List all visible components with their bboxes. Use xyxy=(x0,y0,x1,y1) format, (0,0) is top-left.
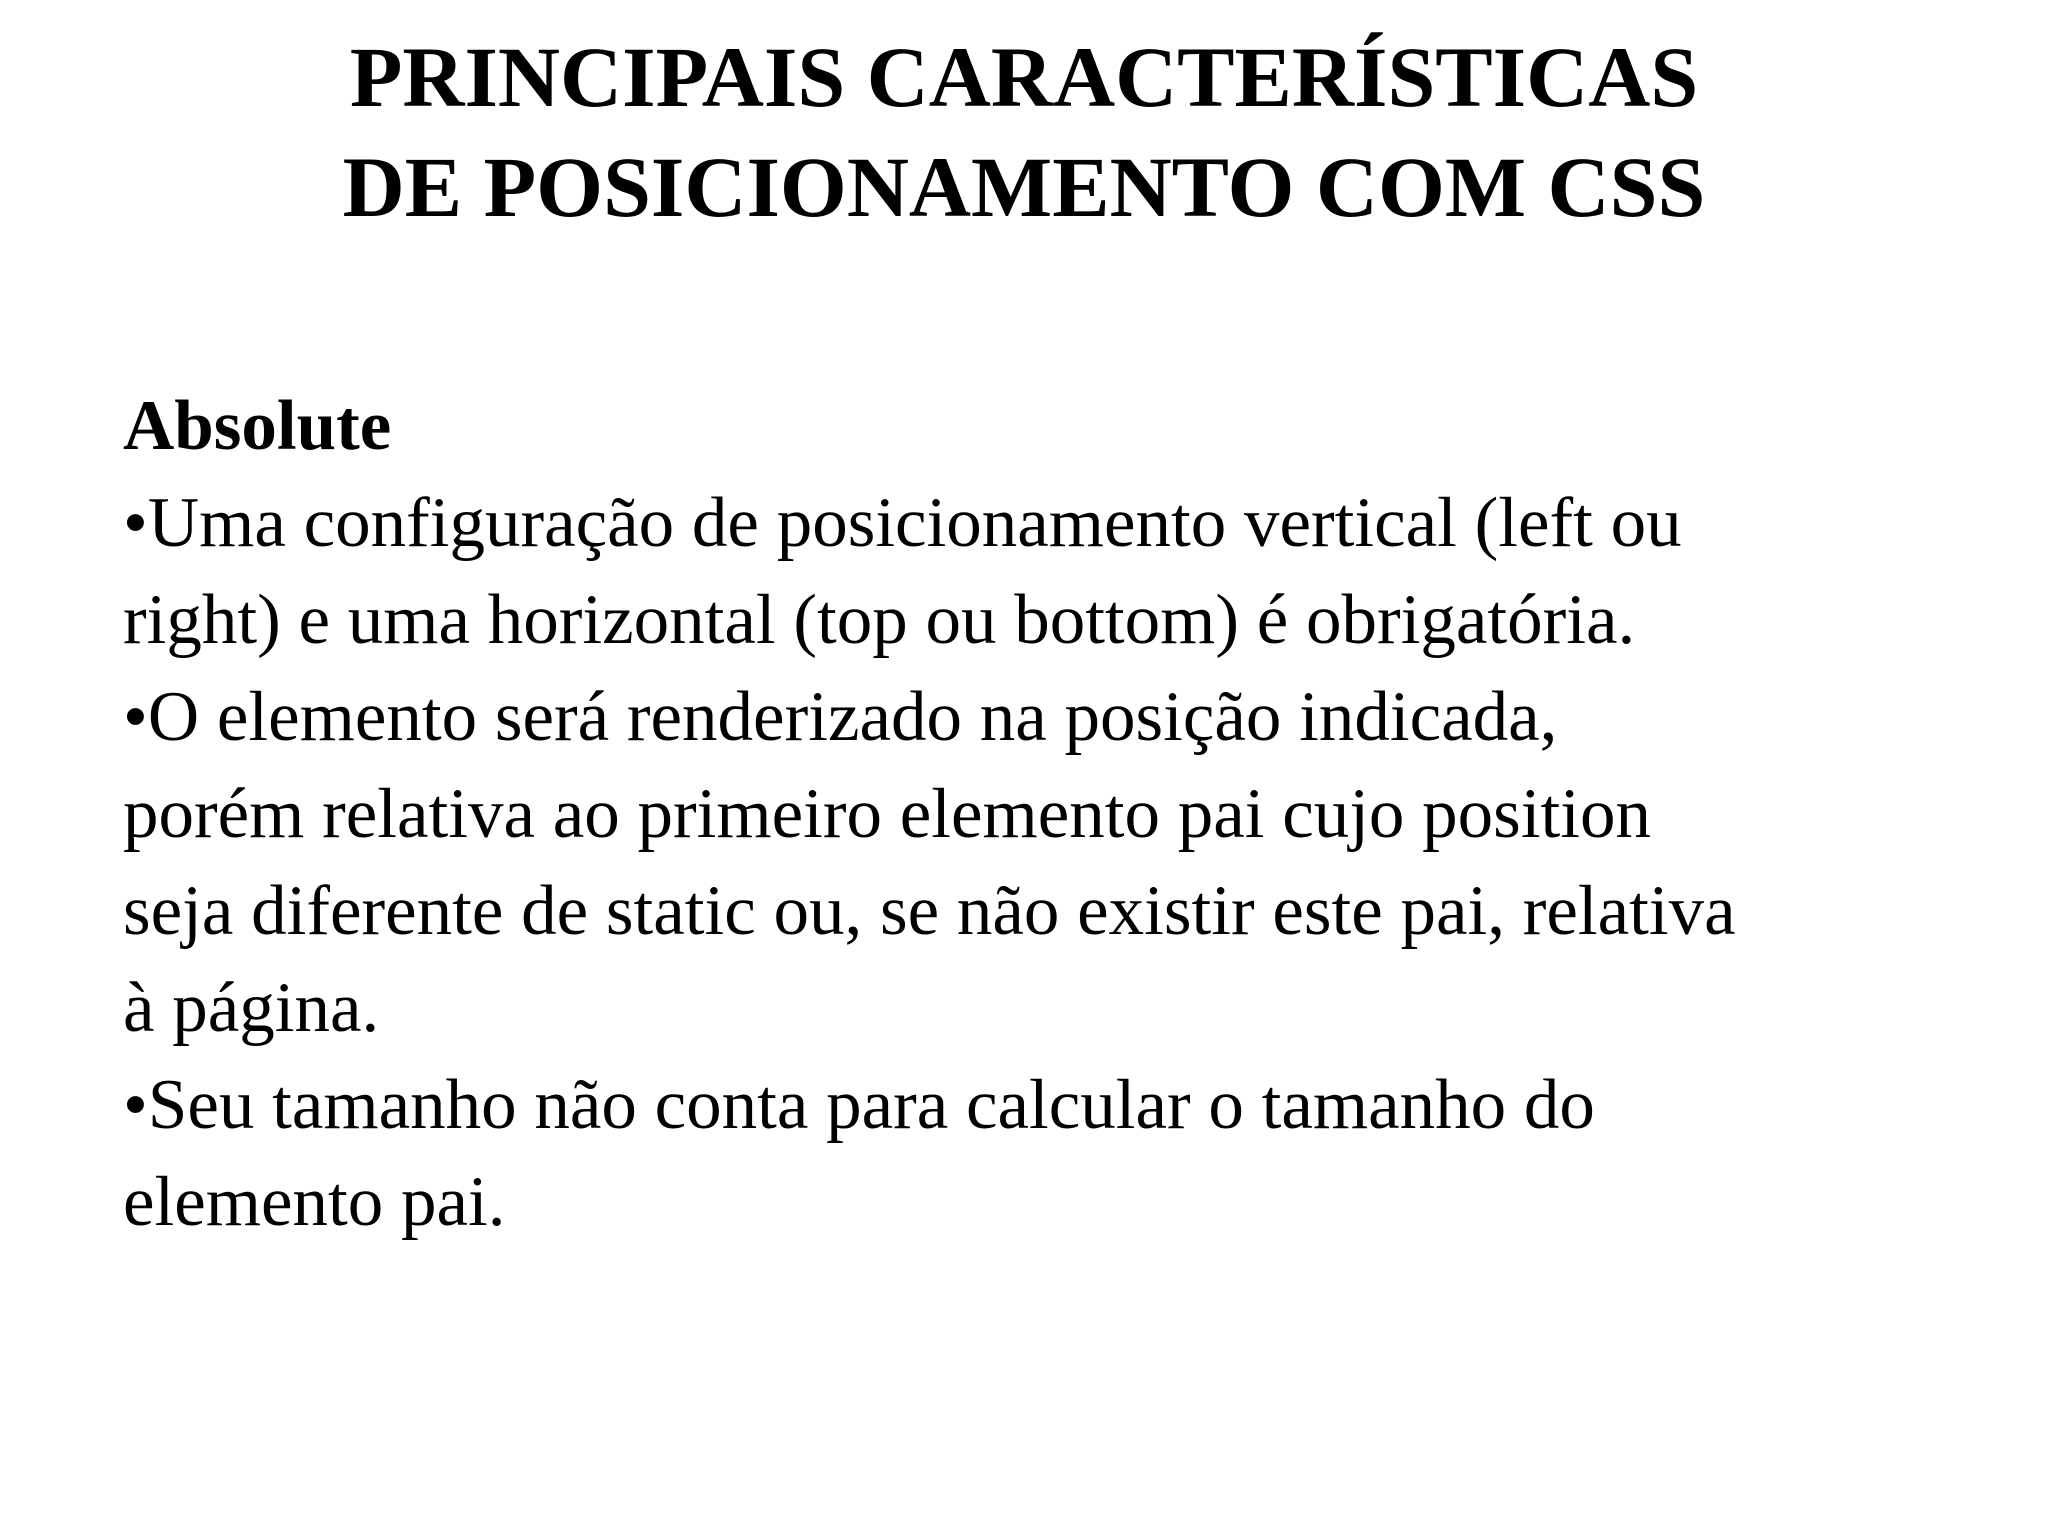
bullet-text-line: •Seu tamanho não conta para calcular o tamanho do xyxy=(123,1066,1595,1144)
section-heading: Absolute xyxy=(123,387,392,465)
bullet-text-line: elemento pai. xyxy=(123,1163,506,1241)
slide-title xyxy=(0,22,2048,242)
bullet-text-line: porém relativa ao primeiro elemento pai cujo position xyxy=(123,775,1651,853)
bullet-text-line: right) e uma horizontal (top ou bottom) é obrigatória. xyxy=(123,581,1636,659)
bullet-text-line: •Uma configuração de posicionamento vertical (left ou xyxy=(123,484,1682,562)
bullet-text-line: à página. xyxy=(123,969,380,1047)
title-line: PRINCIPAIS CARACTERÍSTICAS xyxy=(349,29,1699,125)
bullet-text-line: •O elemento será renderizado na posição indicada, xyxy=(123,678,1558,756)
slide-body xyxy=(123,378,2003,1251)
title-line: DE POSICIONAMENTO COM CSS xyxy=(342,139,1706,235)
bullet-text-line: seja diferente de static ou, se não existir este pai, relativa xyxy=(123,872,1736,950)
